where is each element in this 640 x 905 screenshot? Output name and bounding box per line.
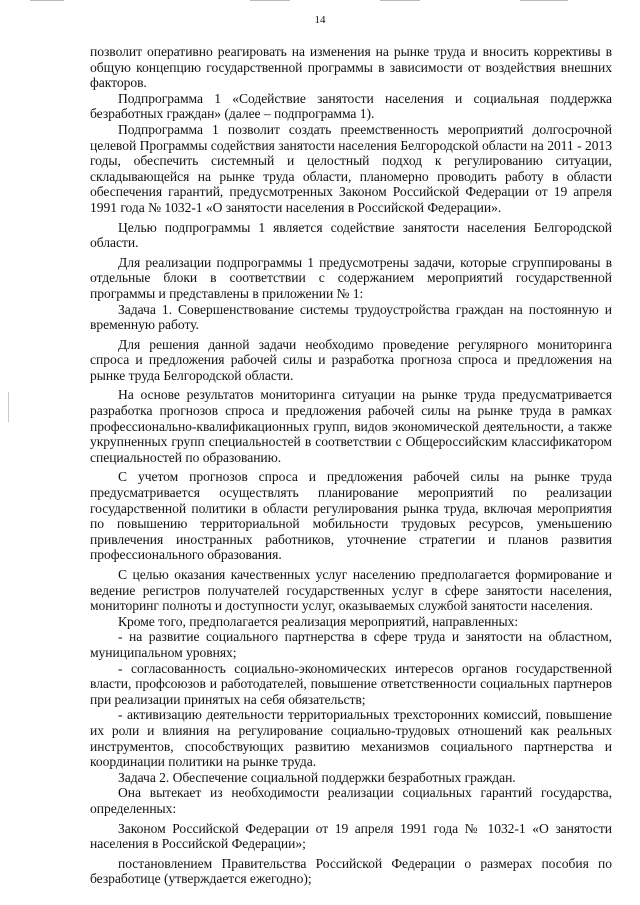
scan-edge-mark [8,392,9,422]
paragraph: постановлением Правительства Российской Федерации о размерах пособия по безработице (утверждается ежегодно); [90,855,612,887]
scan-edge-mark [30,0,64,1]
paragraph: С целью оказания качественных услуг населению предполагается формирование и ведение регистров получателей государственных услуг в сфере занятости населения, мониторинг полноты и доступности услуг, оказываемых службой занятости населения. [90,567,612,614]
paragraph: Задача 1. Совершенствование системы трудоустройства граждан на постоянную и временную работу. [90,301,612,333]
paragraph: С учетом прогнозов спроса и предложения рабочей силы на рынке труда предусматривается осуществлять планирование мероприятий по реализации государственной политики в области регулирования рынка труда, включая мероприятия по повышению территориальной мобильности трудовых ресурсов, уменьшению привлечения иностранных работников, уточнение стратегии и планов развития профессионального образования. [90,469,612,563]
paragraph: Подпрограмма 1 позволит создать преемственность мероприятий долгосрочной целевой Программы содействия занятости населения Белгородской области на 2011 - 2013 годы, обеспечить системный и целостный подход к регулированию ситуации, складывающейся на рынке труда области, планомерно проводить работу в области обеспечения гарантий, предусмотренных Законом Российской Федерации от 19 апреля 1991 года № 1032-1 «О занятости населения в Российской Федерации». [90,121,612,215]
list-item: - согласованность социально-экономических интересов органов государственной власти, профсоюзов и работодателей, повышение ответственности социальных партнеров при реализации принятых на себя обязательств; [90,660,612,707]
paragraph: Задача 2. Обеспечение социальной поддержки безработных граждан. [118,769,516,785]
document-body [90,44,612,887]
paragraph: Для реализации подпрограммы 1 предусмотрены задачи, которые сгруппированы в отдельные блоки в соответствии с содержанием мероприятий государственной программы и представлены в приложении № 1: [90,254,612,301]
scan-edge-mark [380,0,420,1]
paragraph: Целью подпрограммы 1 является содействие занятости населения Белгородской области. [90,219,612,251]
paragraph: Для решения данной задачи необходимо проведение регулярного мониторинга спроса и предложения рабочей силы и разработка прогноза спроса и предложения на рынке труда Белгородской области. [90,336,612,383]
scan-edge-mark [250,0,290,1]
paragraph: Подпрограмма 1 «Содействие занятости населения и социальная поддержка безработных граждан» (далее – подпрограмма 1). [90,90,612,122]
paragraph: Законом Российской Федерации от 19 апреля 1991 года № 1032-1 «О занятости населения в Российской Федерации»; [90,820,612,852]
page-number: 14 [314,14,326,26]
list-item: - активизацию деятельности территориальных трехсторонних комиссий, повышение их роли и влияния на регулирование социально-трудовых отношений как реальных инструментов, способствующих развитию механизмов социального партнерства и координации политики на рынке труда. [90,707,612,770]
paragraph: Она вытекает из необходимости реализации социальных гарантий государства, определенных: [90,785,612,816]
list-item: - на развитие социального партнерства в сфере труда и занятости на областном, муниципальном уровнях; [90,629,612,660]
paragraph: Кроме того, предполагается реализация мероприятий, направленных: [118,613,519,629]
paragraph: На основе результатов мониторинга ситуации на рынке труда предусматривается разработка прогнозов спроса и предложения рабочей силы на рынке труда в рамках профессионально-квалификационных групп, видов экономической деятельности, а также укрупненных групп специальностей в соответствии с Общероссийским классификатором специальностей по образованию. [90,387,612,465]
scan-edge-mark [520,0,568,1]
paragraph: позволит оперативно реагировать на изменения на рынке труда и вносить коррективы в общую концепцию государственной программы в зависимости от воздействия внешних факторов. [90,44,612,91]
